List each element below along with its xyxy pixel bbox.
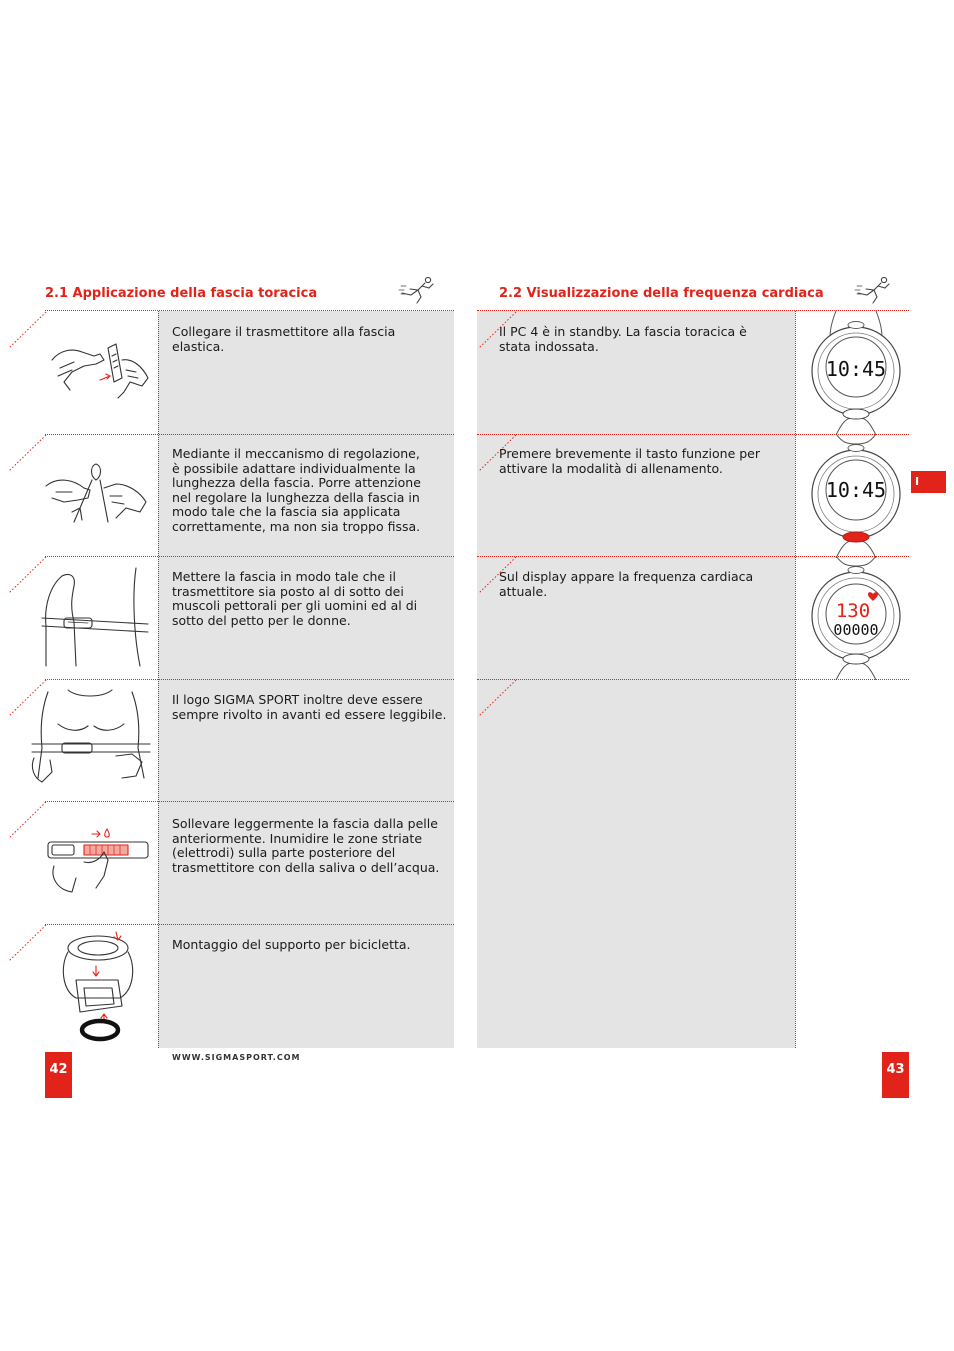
step-text-5: Sollevare leggermente la fascia dalla pelle anteriormente. Inumidire le zone striate (elettrodi) sulla parte posteriore del trasmettitore con della saliva o dell’acqua.	[172, 816, 440, 875]
watch-standby	[806, 311, 906, 435]
watch-heart-rate	[806, 556, 906, 680]
step-text-3: Mettere la fascia in modo tale che il trasmettitore sia posto al di sotto dei muscoli pettorali per gli uomini ed al di sotto del petto per le donne.	[172, 569, 418, 628]
corner-diagonal	[8, 311, 48, 351]
corner-diagonal	[8, 434, 48, 474]
illustration-moisten-electrodes	[44, 826, 154, 896]
runner-icon	[854, 276, 894, 306]
footer-url: WWW.SIGMASPORT.COM	[172, 1053, 301, 1062]
row-separator	[45, 556, 454, 557]
function-button	[843, 532, 869, 542]
watch-display-heart-rate: 130	[835, 600, 871, 622]
illustration-adjust-strap	[44, 462, 154, 528]
watch-display-time: 10:45	[825, 478, 887, 502]
step-text-1: Collegare il trasmettitore alla fascia elastica.	[172, 324, 396, 354]
watch-display-time: 10:45	[825, 357, 887, 381]
corner-diagonal	[8, 924, 48, 964]
row-separator	[45, 679, 454, 680]
watch-display-counter: 00000	[833, 621, 879, 639]
step-text-1: Il PC 4 è in standby. La fascia toracica è stata indossata.	[499, 324, 747, 354]
corner-diagonal	[478, 679, 518, 719]
row-separator	[45, 801, 454, 802]
runner-icon	[398, 276, 438, 306]
step-text-4: Il logo SIGMA SPORT inoltre deve essere sempre rivolto in avanti ed essere leggibile.	[172, 692, 447, 722]
page-number-left: 42	[45, 1052, 72, 1098]
illustration-torso-front	[28, 688, 154, 788]
page-number-right: 43	[882, 1052, 909, 1098]
step-text-3: Sul display appare la frequenza cardiaca attuale.	[499, 569, 754, 599]
step-text-2: Premere brevemente il tasto funzione per attivare la modalità di allenamento.	[499, 446, 760, 476]
corner-diagonal	[8, 801, 48, 841]
illustration-connect-transmitter	[50, 338, 154, 408]
left-section-title: 2.1 Applicazione della fascia toracica	[45, 286, 318, 301]
illustration-torso-side	[40, 566, 150, 670]
watch-training-mode	[806, 434, 906, 558]
step-text-2: Mediante il meccanismo di regolazione, è possibile adattare individualmente la lunghezza della fascia. Porre attenzione nel regolare la lunghezza della fascia in modo tale che la fascia sia applicata correttamente, ma non sia troppo fissa.	[172, 446, 421, 534]
right-section-title: 2.2 Visualizzazione della frequenza cardiaca	[499, 286, 824, 301]
language-tab: I	[911, 471, 946, 493]
row-separator	[45, 434, 454, 435]
illustration-bike-mount	[56, 930, 146, 1050]
step-text-6: Montaggio del supporto per bicicletta.	[172, 937, 411, 952]
row-separator	[45, 924, 454, 925]
